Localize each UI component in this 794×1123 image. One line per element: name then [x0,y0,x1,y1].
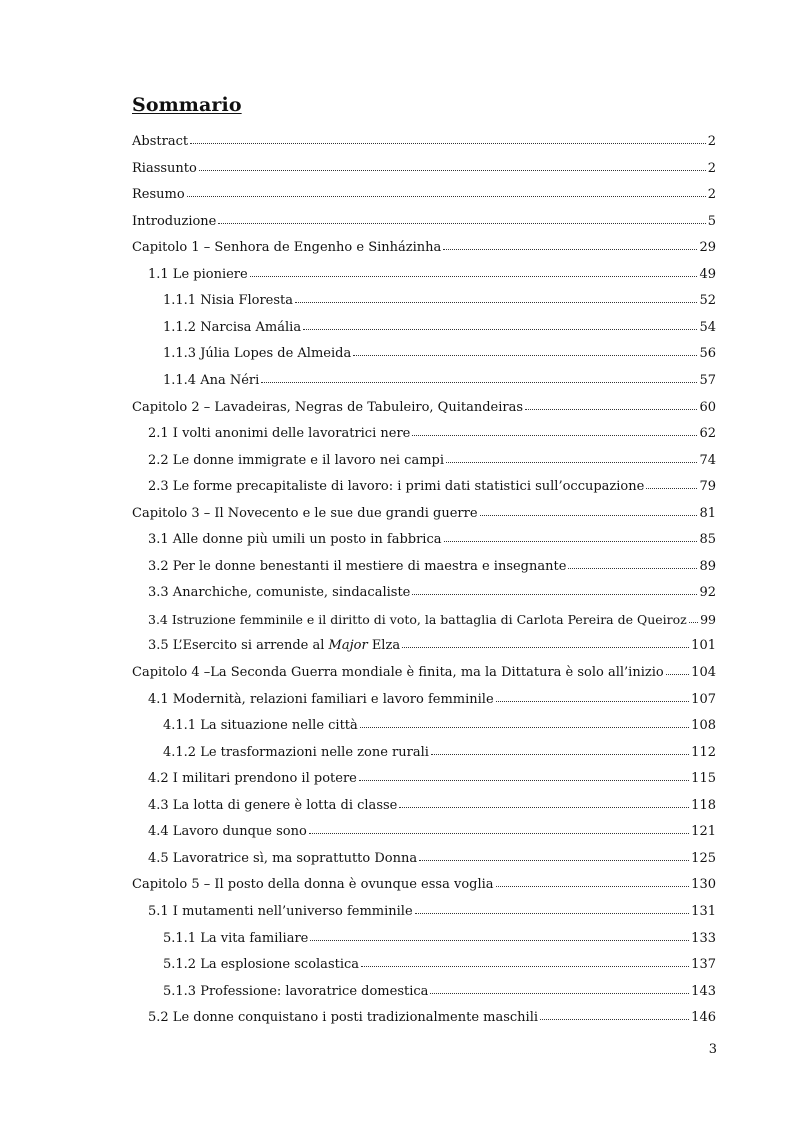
dot-leader [399,795,689,809]
toc-entry[interactable] [148,1007,716,1029]
toc-entry[interactable] [163,742,716,764]
toc-entry[interactable] [132,397,716,419]
toc-entry-label: 1.1.2 Narcisa Amália [163,319,302,335]
dot-leader [666,662,689,676]
toc-entry-label: Abstract [132,134,189,149]
toc-entry-page: 2 [707,134,716,149]
toc-entry-page: 29 [699,240,716,256]
dot-leader [361,954,689,968]
toc-entry-page: 143 [691,983,716,999]
dot-leader [360,715,689,729]
toc-entry[interactable] [148,821,716,843]
toc-entry-page: 131 [691,903,716,919]
toc-entry-page: 62 [699,426,716,442]
toc-entry-label: 3.2 Per le donne benestanti il mestiere di maestra e insegnante [148,558,567,574]
dot-leader [250,264,698,278]
toc-entry-label: 3.3 Anarchiche, comuniste, sindacaliste [148,585,411,601]
toc-entry[interactable] [163,290,716,312]
toc-entry-page: 49 [699,266,716,282]
toc-entry-label: 1.1 Le pioniere [148,266,248,282]
toc-entry-page: 5 [707,213,716,229]
toc-entry-page: 81 [699,505,716,521]
dot-leader [431,742,689,756]
toc-entry-label: 2.1 I volti anonimi delle lavoratrici nere [148,426,411,442]
toc-entry-label: 4.3 La lotta di genere è lotta di classe [148,797,398,813]
toc-entry[interactable] [148,609,716,631]
toc-entry[interactable] [148,529,716,551]
toc-entry[interactable] [132,131,716,153]
dot-leader [309,821,689,835]
toc-entry[interactable] [132,158,716,180]
toc-entry-page: 107 [691,691,716,707]
toc-entry-label: 5.1.1 La vita familiare [163,930,309,946]
dot-leader [199,158,706,172]
toc-entry-label-prefix: 3.5 L’Esercito si arrende al [148,638,329,654]
toc-entry-page: 56 [699,346,716,362]
toc-entry-page: 115 [691,771,716,787]
toc-entry[interactable] [148,556,716,578]
toc-entry-label: 4.1.2 Le trasformazioni nelle zone rurali [163,744,429,760]
toc-entry-page: 54 [699,319,716,335]
dot-leader [689,610,698,624]
toc-entry-page: 137 [691,957,716,973]
toc-entry[interactable] [132,211,716,233]
toc-entry-page: 2 [707,187,716,203]
toc-entry-page: 57 [699,372,716,388]
dot-leader [430,981,689,995]
toc-entry[interactable] [148,848,716,870]
dot-leader [359,768,689,782]
toc-entry-label: Resumo [132,187,185,203]
toc-entry[interactable] [163,343,716,365]
toc-entry-page: 133 [691,930,716,946]
dot-leader [303,317,697,331]
toc-entry-page: 2 [707,160,716,176]
toc-entry[interactable] [132,503,716,525]
dot-leader [496,689,690,703]
dot-leader [412,582,697,596]
toc-entry-label: 5.2 Le donne conquistano i posti tradizionalmente maschili [148,1010,539,1026]
dot-leader [419,848,689,862]
toc-entry[interactable] [148,450,716,472]
dot-leader [646,476,697,490]
toc-entry[interactable] [148,264,716,286]
toc-entry-page: 130 [691,877,716,893]
toc-entry-label: 5.1 I mutamenti nell’universo femminile [148,903,413,919]
toc-entry[interactable] [132,662,716,684]
toc-entry-label: 3.1 Alle donne più umili un posto in fabbrica [148,532,442,548]
toc-entry-page: 89 [699,558,716,574]
toc-entry-label: 2.3 Le forme precapitaliste di lavoro: i primi dati statistici sull’occupazione [148,479,645,495]
dot-leader [540,1007,689,1021]
toc-entry[interactable] [163,954,716,976]
toc-entry-page: 104 [691,665,716,680]
toc-entry[interactable] [148,689,716,711]
dot-leader [443,237,697,251]
dot-leader [412,423,697,437]
toc-entry-page: 85 [699,532,716,548]
dot-leader [415,901,690,915]
dot-leader [446,450,697,464]
toc-entry-label: Riassunto [132,160,197,176]
toc-entry-page: 125 [691,850,716,866]
toc-entry-label: 4.2 I militari prendono il potere [148,771,357,787]
toc-entry[interactable] [148,635,716,657]
toc-entry-page: 99 [700,611,716,627]
toc-entry[interactable] [148,795,716,817]
toc-entry-label-suffix: Elza [367,638,401,654]
toc-entry-label: Capitolo 1 – Senhora de Engenho e Sinházinha [132,240,442,256]
toc-entry-label: Introduzione [132,213,217,229]
toc-entry[interactable] [163,715,716,737]
dot-leader [525,397,697,411]
toc-entry[interactable] [148,768,716,790]
toc-entry-page: 146 [691,1010,716,1026]
toc-entry-label: 4.1 Modernità, relazioni familiari e lavoro femminile [148,691,494,707]
toc-entry[interactable] [163,928,716,950]
dot-leader [310,928,689,942]
dot-leader [480,503,698,517]
toc-entry[interactable] [132,237,716,259]
toc-entry-label-italic: Major [328,638,368,654]
dot-leader [261,370,697,384]
toc-entry[interactable] [148,476,716,498]
toc-entry-label: 4.1.1 La situazione nelle città [163,718,358,734]
dot-leader [187,184,706,198]
toc-entry-page: 92 [699,585,716,601]
toc-entry-label: 4.5 Lavoratrice sì, ma soprattutto Donna [148,850,418,866]
dot-leader [190,131,706,145]
toc-entry-page: 60 [699,399,716,415]
dot-leader [295,290,697,304]
toc-entry-label: Capitolo 2 – Lavadeiras, Negras de Tabuleiro, Quitandeiras [132,399,524,415]
page-number: 3 [708,1042,717,1057]
toc-entry-label: 1.1.3 Júlia Lopes de Almeida [163,346,352,362]
toc-entry-label [148,635,400,657]
toc-entry-label: 5.1.2 La esplosione scolastica [163,957,360,973]
dot-leader [568,556,697,570]
toc-entry-label: 2.2 Le donne immigrate e il lavoro nei campi [148,452,445,468]
dot-leader [353,343,697,357]
dot-leader [218,211,705,225]
page-title: Sommario [132,94,242,116]
toc-entry[interactable] [148,901,716,923]
toc-entry-page: 118 [691,797,716,813]
toc-entry[interactable] [148,582,716,604]
toc-entry-page: 112 [691,744,716,760]
toc-entry-page: 74 [699,452,716,468]
toc-entry-label: 3.4 Istruzione femminile e il diritto di voto, la battaglia di Carlota Pereira de Queiroz [148,611,687,627]
dot-leader [444,529,698,543]
toc-entry-label: 5.1.3 Professione: lavoratrice domestica [163,983,429,999]
toc-entry-page: 101 [691,638,716,654]
dot-leader [402,635,689,649]
toc-entry-page: 121 [691,824,716,840]
toc-entry-label: Capitolo 5 – Il posto della donna è ovunque essa voglia [132,877,494,893]
toc-entry-label: Capitolo 3 – Il Novecento e le sue due grandi guerre [132,505,478,521]
toc-entry-page: 52 [699,293,716,309]
toc-entry[interactable] [163,370,716,392]
toc-entry-page: 79 [699,479,716,495]
toc-entry[interactable] [163,317,716,339]
toc-entry[interactable] [132,184,716,206]
toc-entry[interactable] [148,423,716,445]
toc-entry[interactable] [163,981,716,1003]
toc-entry-page: 108 [691,718,716,734]
toc-entry-label: 1.1.4 Ana Néri [163,372,260,388]
toc-entry-label: 4.4 Lavoro dunque sono [148,824,307,840]
toc-entry-label: 1.1.1 Nisia Floresta [163,293,294,309]
dot-leader [496,874,690,888]
toc-entry[interactable] [132,874,716,896]
toc-entry-label: Capitolo 4 –La Seconda Guerra mondiale è finita, ma la Dittatura è solo all’inizio [132,665,664,680]
